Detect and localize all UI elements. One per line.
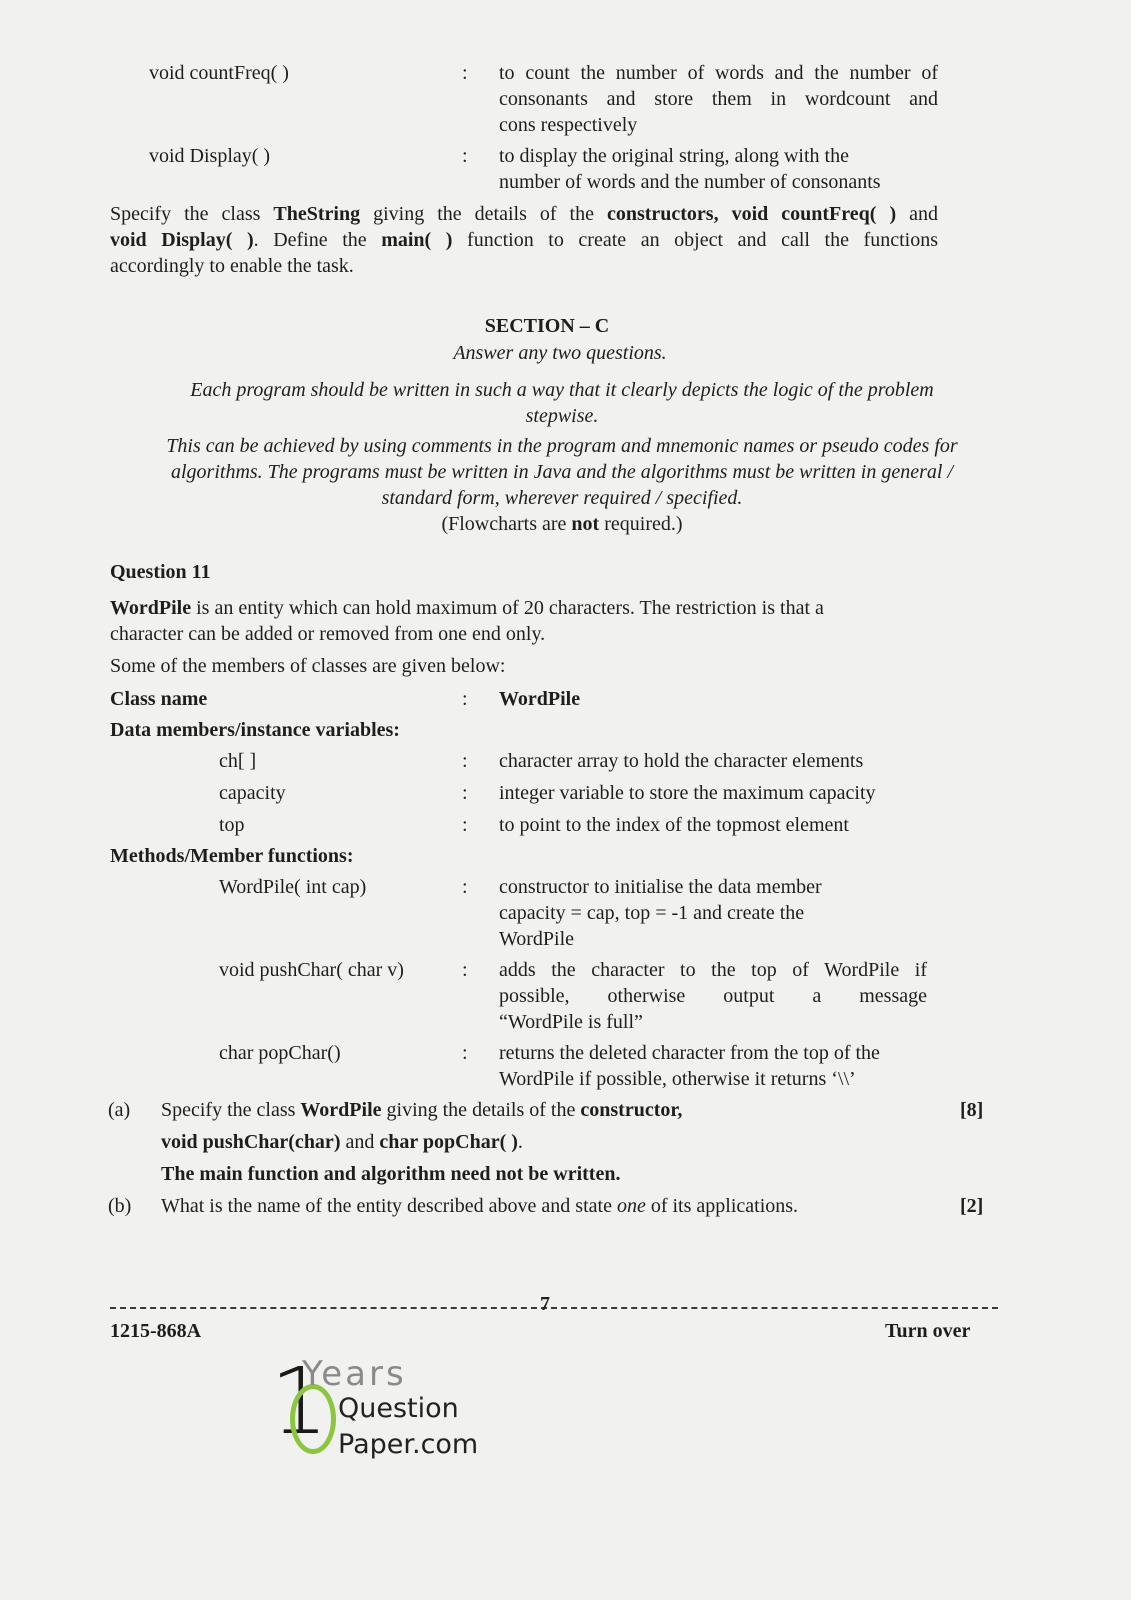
instruction-line: This can be achieved by using comments in the program and mnemonic names or pseudo codes for <box>166 435 958 457</box>
text-run: and <box>340 1131 380 1153</box>
class-name-bold: TheString <box>273 203 361 225</box>
bold-run: constructors, void countFreq( ) <box>606 203 897 225</box>
data-member-desc: integer variable to store the maximum capacity <box>499 782 876 804</box>
bold-run: void pushChar(char) <box>161 1131 341 1153</box>
method-desc-line: constructor to initialise the data member <box>499 876 822 898</box>
colon: : <box>462 959 468 981</box>
page-number: 7 <box>540 1293 550 1315</box>
watermark-years: Years <box>302 1354 407 1394</box>
specify-paragraph-line-2 <box>110 227 938 253</box>
text-run: . Define the <box>253 229 382 251</box>
colon: : <box>462 62 468 84</box>
dashed-divider <box>110 1307 998 1309</box>
method-name: WordPile( int cap) <box>219 876 367 898</box>
instruction-line: stepwise. <box>525 405 599 427</box>
part-a-line-1 <box>161 1097 682 1123</box>
data-member-name: ch[ ] <box>219 750 257 772</box>
bold-run: char popChar( ) <box>379 1131 518 1153</box>
data-member-desc: character array to hold the character elements <box>499 750 864 772</box>
method-desc-line: number of words and the number of consonants <box>499 171 881 193</box>
text-run: is an entity which can hold maximum of 20 characters. The restriction is that a <box>191 597 824 619</box>
text-run: What is the name of the entity described above and state <box>161 1195 617 1217</box>
class-name-value: WordPile <box>499 688 581 710</box>
watermark-zero-ring <box>290 1384 336 1454</box>
section-title: SECTION – C <box>484 315 610 337</box>
method-desc-line: cons respectively <box>499 114 638 136</box>
italic-run: one <box>616 1195 646 1217</box>
text-run: function to create an object and call the functions <box>452 229 938 251</box>
method-desc-line: capacity = cap, top = -1 and create the <box>499 902 805 924</box>
method-desc-line: adds the character to the top of WordPile if <box>499 959 927 981</box>
method-desc-line: consonants and store them in wordcount and <box>499 88 938 110</box>
data-members-heading: Data members/instance variables: <box>110 719 400 741</box>
bold-run: void Display( ) <box>110 229 254 251</box>
colon: : <box>462 782 468 804</box>
part-b-text <box>161 1193 798 1219</box>
bold-run: WordPile <box>110 597 192 619</box>
text-run: Specify the class <box>161 1099 301 1121</box>
text-run: (Flowcharts are <box>441 513 572 535</box>
method-desc-line: possible, otherwise output a message <box>499 985 927 1007</box>
method-desc-line: returns the deleted character from the top of the <box>499 1042 880 1064</box>
method-name-countfreq: void countFreq( ) <box>149 62 289 84</box>
method-desc-line: WordPile if possible, otherwise it returns ‘\\’ <box>499 1068 856 1090</box>
watermark-digit-one: 1 <box>270 1348 329 1455</box>
part-a-line-2 <box>161 1129 523 1155</box>
colon: : <box>462 814 468 836</box>
text-run: required.) <box>599 513 683 535</box>
specify-paragraph-line-1 <box>110 201 938 227</box>
data-member-name: top <box>219 814 245 836</box>
instruction-line: standard form, wherever required / specified. <box>381 487 743 509</box>
instruction-line: Each program should be written in such a way that it clearly depicts the logic of the problem <box>190 379 934 401</box>
method-desc-line: WordPile <box>499 928 575 950</box>
text-run: . <box>517 1131 523 1153</box>
watermark-paper: Paper.com <box>338 1429 479 1460</box>
part-b-marks: [2] <box>960 1195 984 1217</box>
method-desc-line: to count the number of words and the number of <box>499 62 938 84</box>
text-run: Specify the class <box>110 203 274 225</box>
text-run: giving the details of the <box>360 203 607 225</box>
data-member-name: capacity <box>219 782 286 804</box>
data-member-desc: to point to the index of the topmost element <box>499 814 849 836</box>
text-run: and <box>896 203 938 225</box>
part-a-marks: [8] <box>960 1099 984 1121</box>
watermark-logo <box>262 1348 492 1479</box>
method-name: void pushChar( char v) <box>219 959 404 981</box>
bold-run: constructor, <box>580 1099 683 1121</box>
bold-run: main( ) <box>381 229 453 251</box>
flowchart-note <box>0 511 1124 537</box>
method-name: char popChar() <box>219 1042 341 1064</box>
question-intro-line-3: Some of the members of classes are given below: <box>110 655 506 677</box>
turn-over-label: Turn over <box>885 1320 971 1342</box>
question-intro-line-2: character can be added or removed from one end only. <box>110 623 546 645</box>
colon: : <box>462 688 468 710</box>
colon: : <box>462 1042 468 1064</box>
watermark-question: Question <box>338 1393 459 1424</box>
question-intro-line-1 <box>110 595 824 621</box>
text-run: of its applications. <box>645 1195 799 1217</box>
text-run: giving the details of the <box>381 1099 581 1121</box>
part-b-label: (b) <box>108 1195 132 1217</box>
method-desc-line: to display the original string, along with the <box>499 145 849 167</box>
colon: : <box>462 145 468 167</box>
specify-paragraph-line-3: accordingly to enable the task. <box>110 255 354 277</box>
part-a-label: (a) <box>108 1099 131 1121</box>
class-name-label: Class name <box>110 688 208 710</box>
colon: : <box>462 750 468 772</box>
colon: : <box>462 876 468 898</box>
part-a-line-3: The main function and algorithm need not be written. <box>161 1163 621 1185</box>
section-subtitle: Answer any two questions. <box>453 342 667 364</box>
question-heading: Question 11 <box>110 561 211 583</box>
instruction-line: algorithms. The programs must be written in Java and the algorithms must be written in general / <box>170 461 954 483</box>
bold-run: WordPile <box>300 1099 382 1121</box>
bold-run: not <box>571 513 600 535</box>
method-desc-line: “WordPile is full” <box>499 1011 643 1033</box>
paper-code: 1215-868A <box>110 1320 202 1342</box>
methods-heading: Methods/Member functions: <box>110 845 354 867</box>
method-name-display: void Display( ) <box>149 145 271 167</box>
